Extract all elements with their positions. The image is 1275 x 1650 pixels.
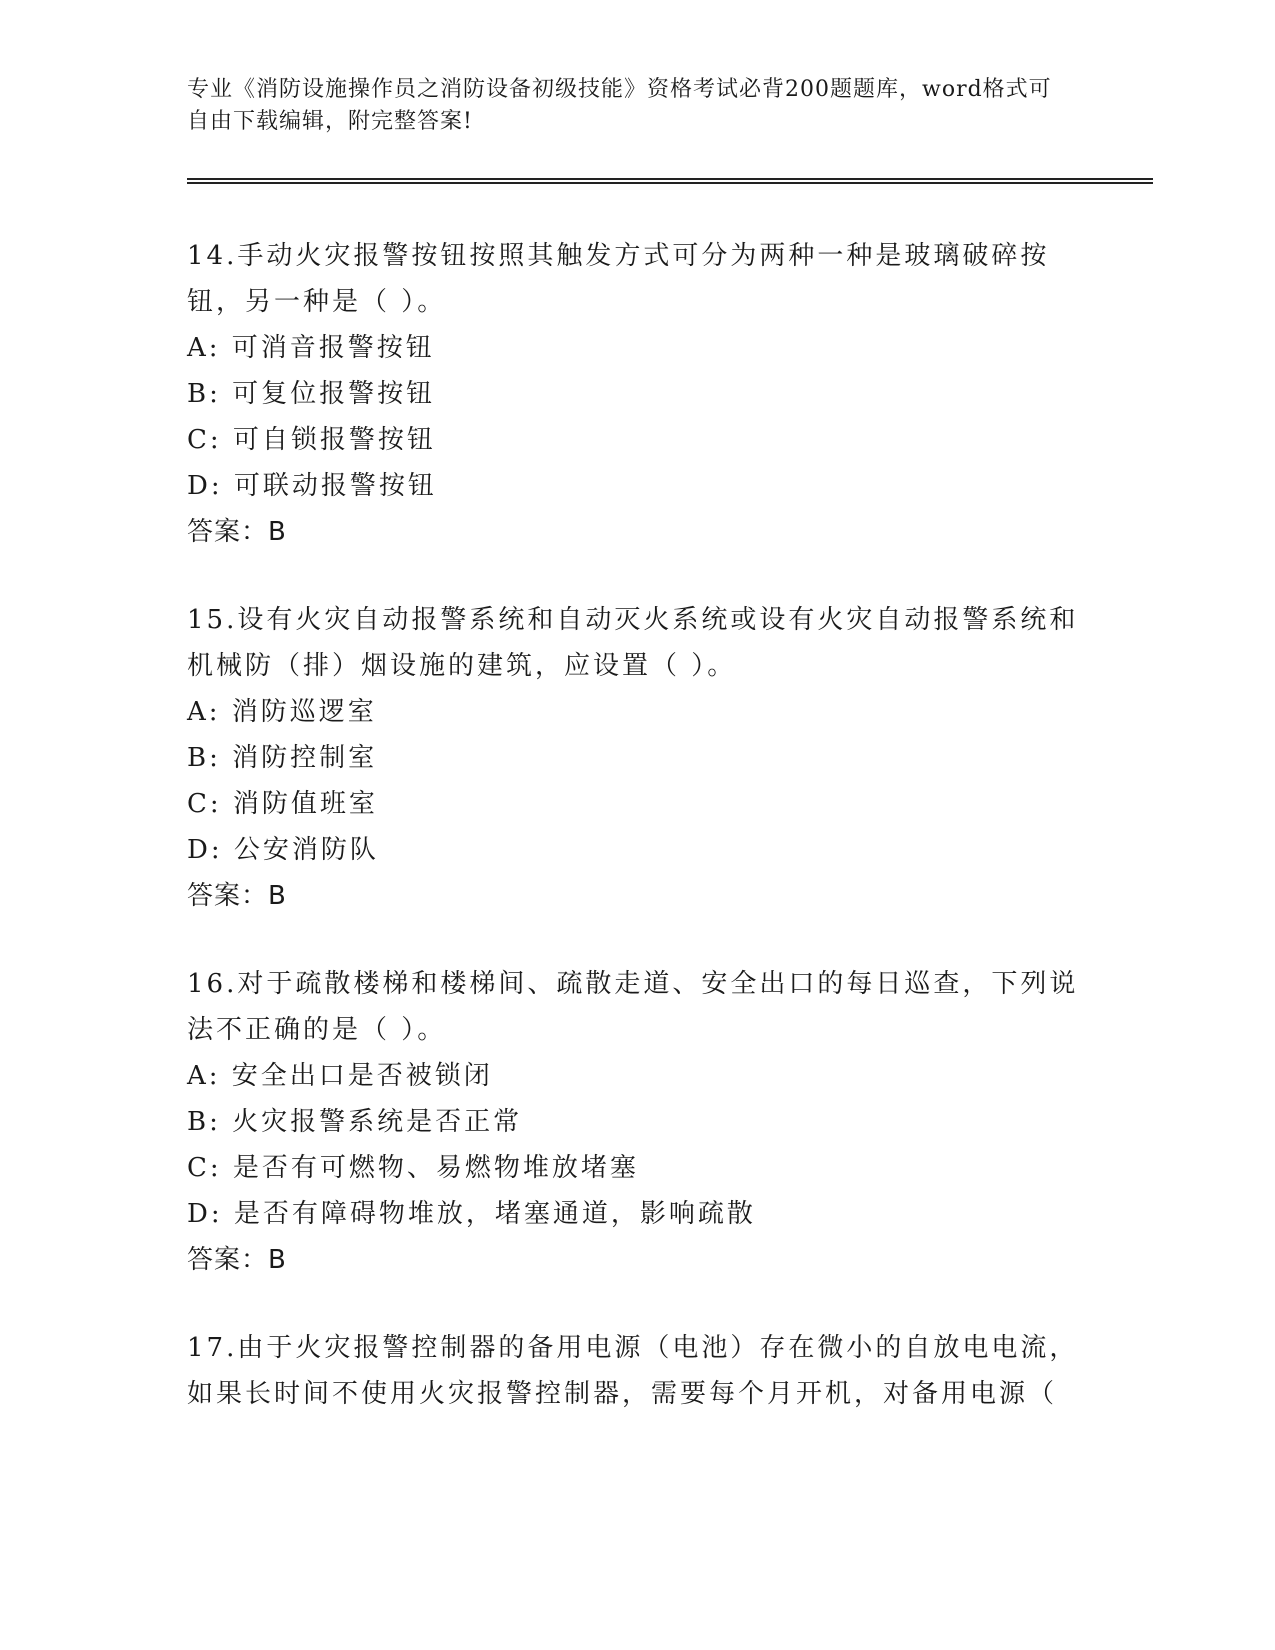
answer-line: 答案：B xyxy=(187,517,287,547)
question-stem: 17.由于火灾报警控制器的备用电源（电池）存在微小的自放电电流，如果长时间不使用火灾报警控制器，需要每个月开机，对备用电源（ xyxy=(187,1333,1079,1409)
option-b: B: 消防控制室 xyxy=(187,743,378,773)
question-14 xyxy=(187,233,1087,555)
question-17 xyxy=(187,1325,1087,1417)
question-15 xyxy=(187,597,1087,919)
answer-line: 答案：B xyxy=(187,881,287,911)
option-a: A: 安全出口是否被锁闭 xyxy=(187,1061,493,1091)
option-c: C: 是否有可燃物、易燃物堆放堵塞 xyxy=(187,1153,639,1183)
header-divider xyxy=(187,178,1153,184)
question-stem: 15.设有火灾自动报警系统和自动灭火系统或设有火灾自动报警系统和机械防（排）烟设施的建筑，应设置（ ）。 xyxy=(187,605,1079,681)
document-header: 专业《消防设施操作员之消防设备初级技能》资格考试必背200题题库，word格式可自由下载编辑，附完整答案! xyxy=(187,77,1052,134)
option-c: C: 消防值班室 xyxy=(187,789,378,819)
question-stem: 14.手动火灾报警按钮按照其触发方式可分为两种一种是玻璃破碎按钮，另一种是（ ）。 xyxy=(187,241,1050,317)
option-a: A: 消防巡逻室 xyxy=(187,697,377,727)
question-16 xyxy=(187,961,1087,1283)
option-c: C: 可自锁报警按钮 xyxy=(187,425,436,455)
option-d: D: 公安消防队 xyxy=(187,835,379,865)
option-b: B: 可复位报警按钮 xyxy=(187,379,436,409)
option-d: D: 可联动报警按钮 xyxy=(187,471,437,501)
answer-line: 答案：B xyxy=(187,1245,287,1275)
option-b: B: 火灾报警系统是否正常 xyxy=(187,1107,523,1137)
option-d: D: 是否有障碍物堆放，堵塞通道，影响疏散 xyxy=(187,1199,756,1229)
question-stem: 16.对于疏散楼梯和楼梯间、疏散走道、安全出口的每日巡查，下列说法不正确的是（ ）。 xyxy=(187,969,1079,1045)
option-a: A: 可消音报警按钮 xyxy=(187,333,435,363)
